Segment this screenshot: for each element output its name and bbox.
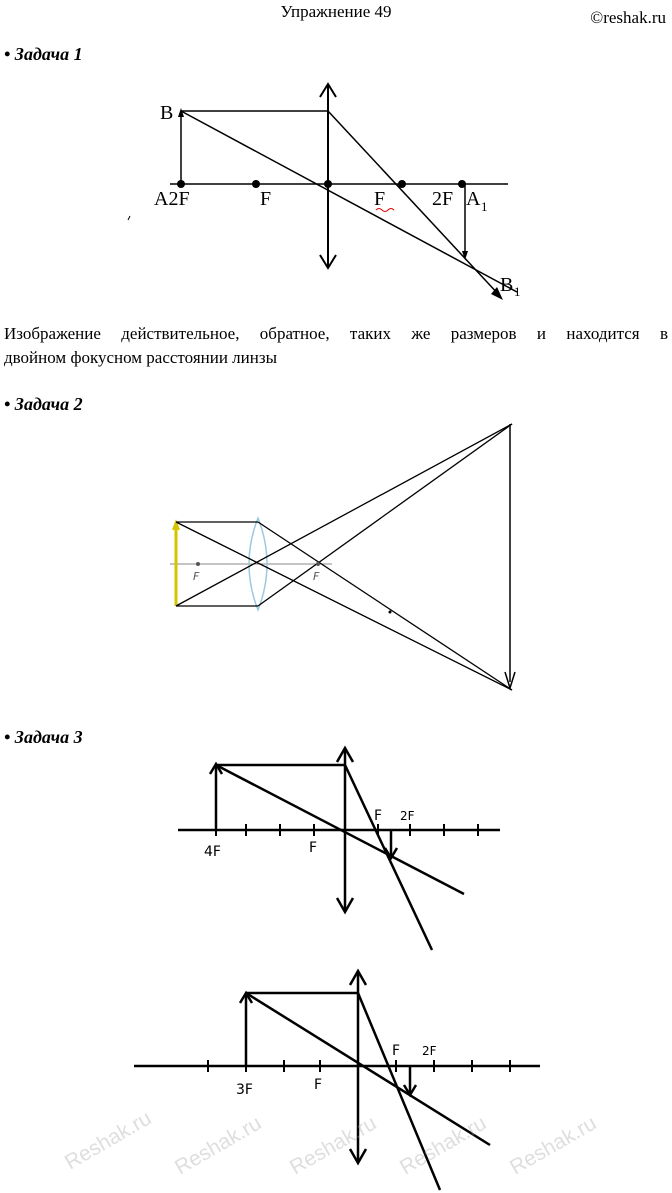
task-3-diagram-a [0,740,672,960]
answer-line-2: двойном фокусном расстоянии линзы [4,348,277,367]
watermark: Reshak.ru [396,1111,491,1180]
label-2f: 2F [432,188,454,210]
task-1-diagram [0,0,672,320]
label-2f: 2F [400,809,415,823]
label-f-left: F [193,570,200,583]
task-1-heading: • Задача 1 [4,44,83,64]
task-3-heading: • Задача 3 [4,727,83,747]
label-f-left: F [260,188,272,210]
watermark: Reshak.ru [286,1111,381,1180]
answer-text [4,322,668,370]
watermark: Reshak.ru [61,1106,156,1175]
label-2f: 2F [422,1044,437,1058]
task-2-heading: • Задача 2 [4,394,83,414]
label-3f: 3F [236,1082,253,1098]
copyright: ©reshak.ru [590,8,666,27]
label-f-right: F [313,570,320,583]
label-a1: A [466,188,481,210]
label-a1-sub: 1 [481,199,488,214]
label-b1: B [500,274,514,296]
label-a2f: A2F [154,188,190,210]
label-b1-sub: 1 [514,284,521,299]
answer-line-1: Изображение действительное, обратное, таких же размеров и находится в [4,324,668,343]
label-f-left: F [309,840,318,856]
label-b: B [160,102,174,124]
task-3-diagram-b [0,965,672,1190]
label-f-right: F [374,188,386,210]
watermark: Reshak.ru [171,1111,266,1180]
label-f-right: F [392,1043,401,1059]
page-title: Упражнение 49 [280,2,392,21]
label-4f: 4F [204,844,221,860]
task-2-diagram [0,400,672,720]
label-f-right: F [374,808,383,824]
watermark: Reshak.ru [506,1111,601,1180]
label-f-left: F [314,1077,323,1093]
